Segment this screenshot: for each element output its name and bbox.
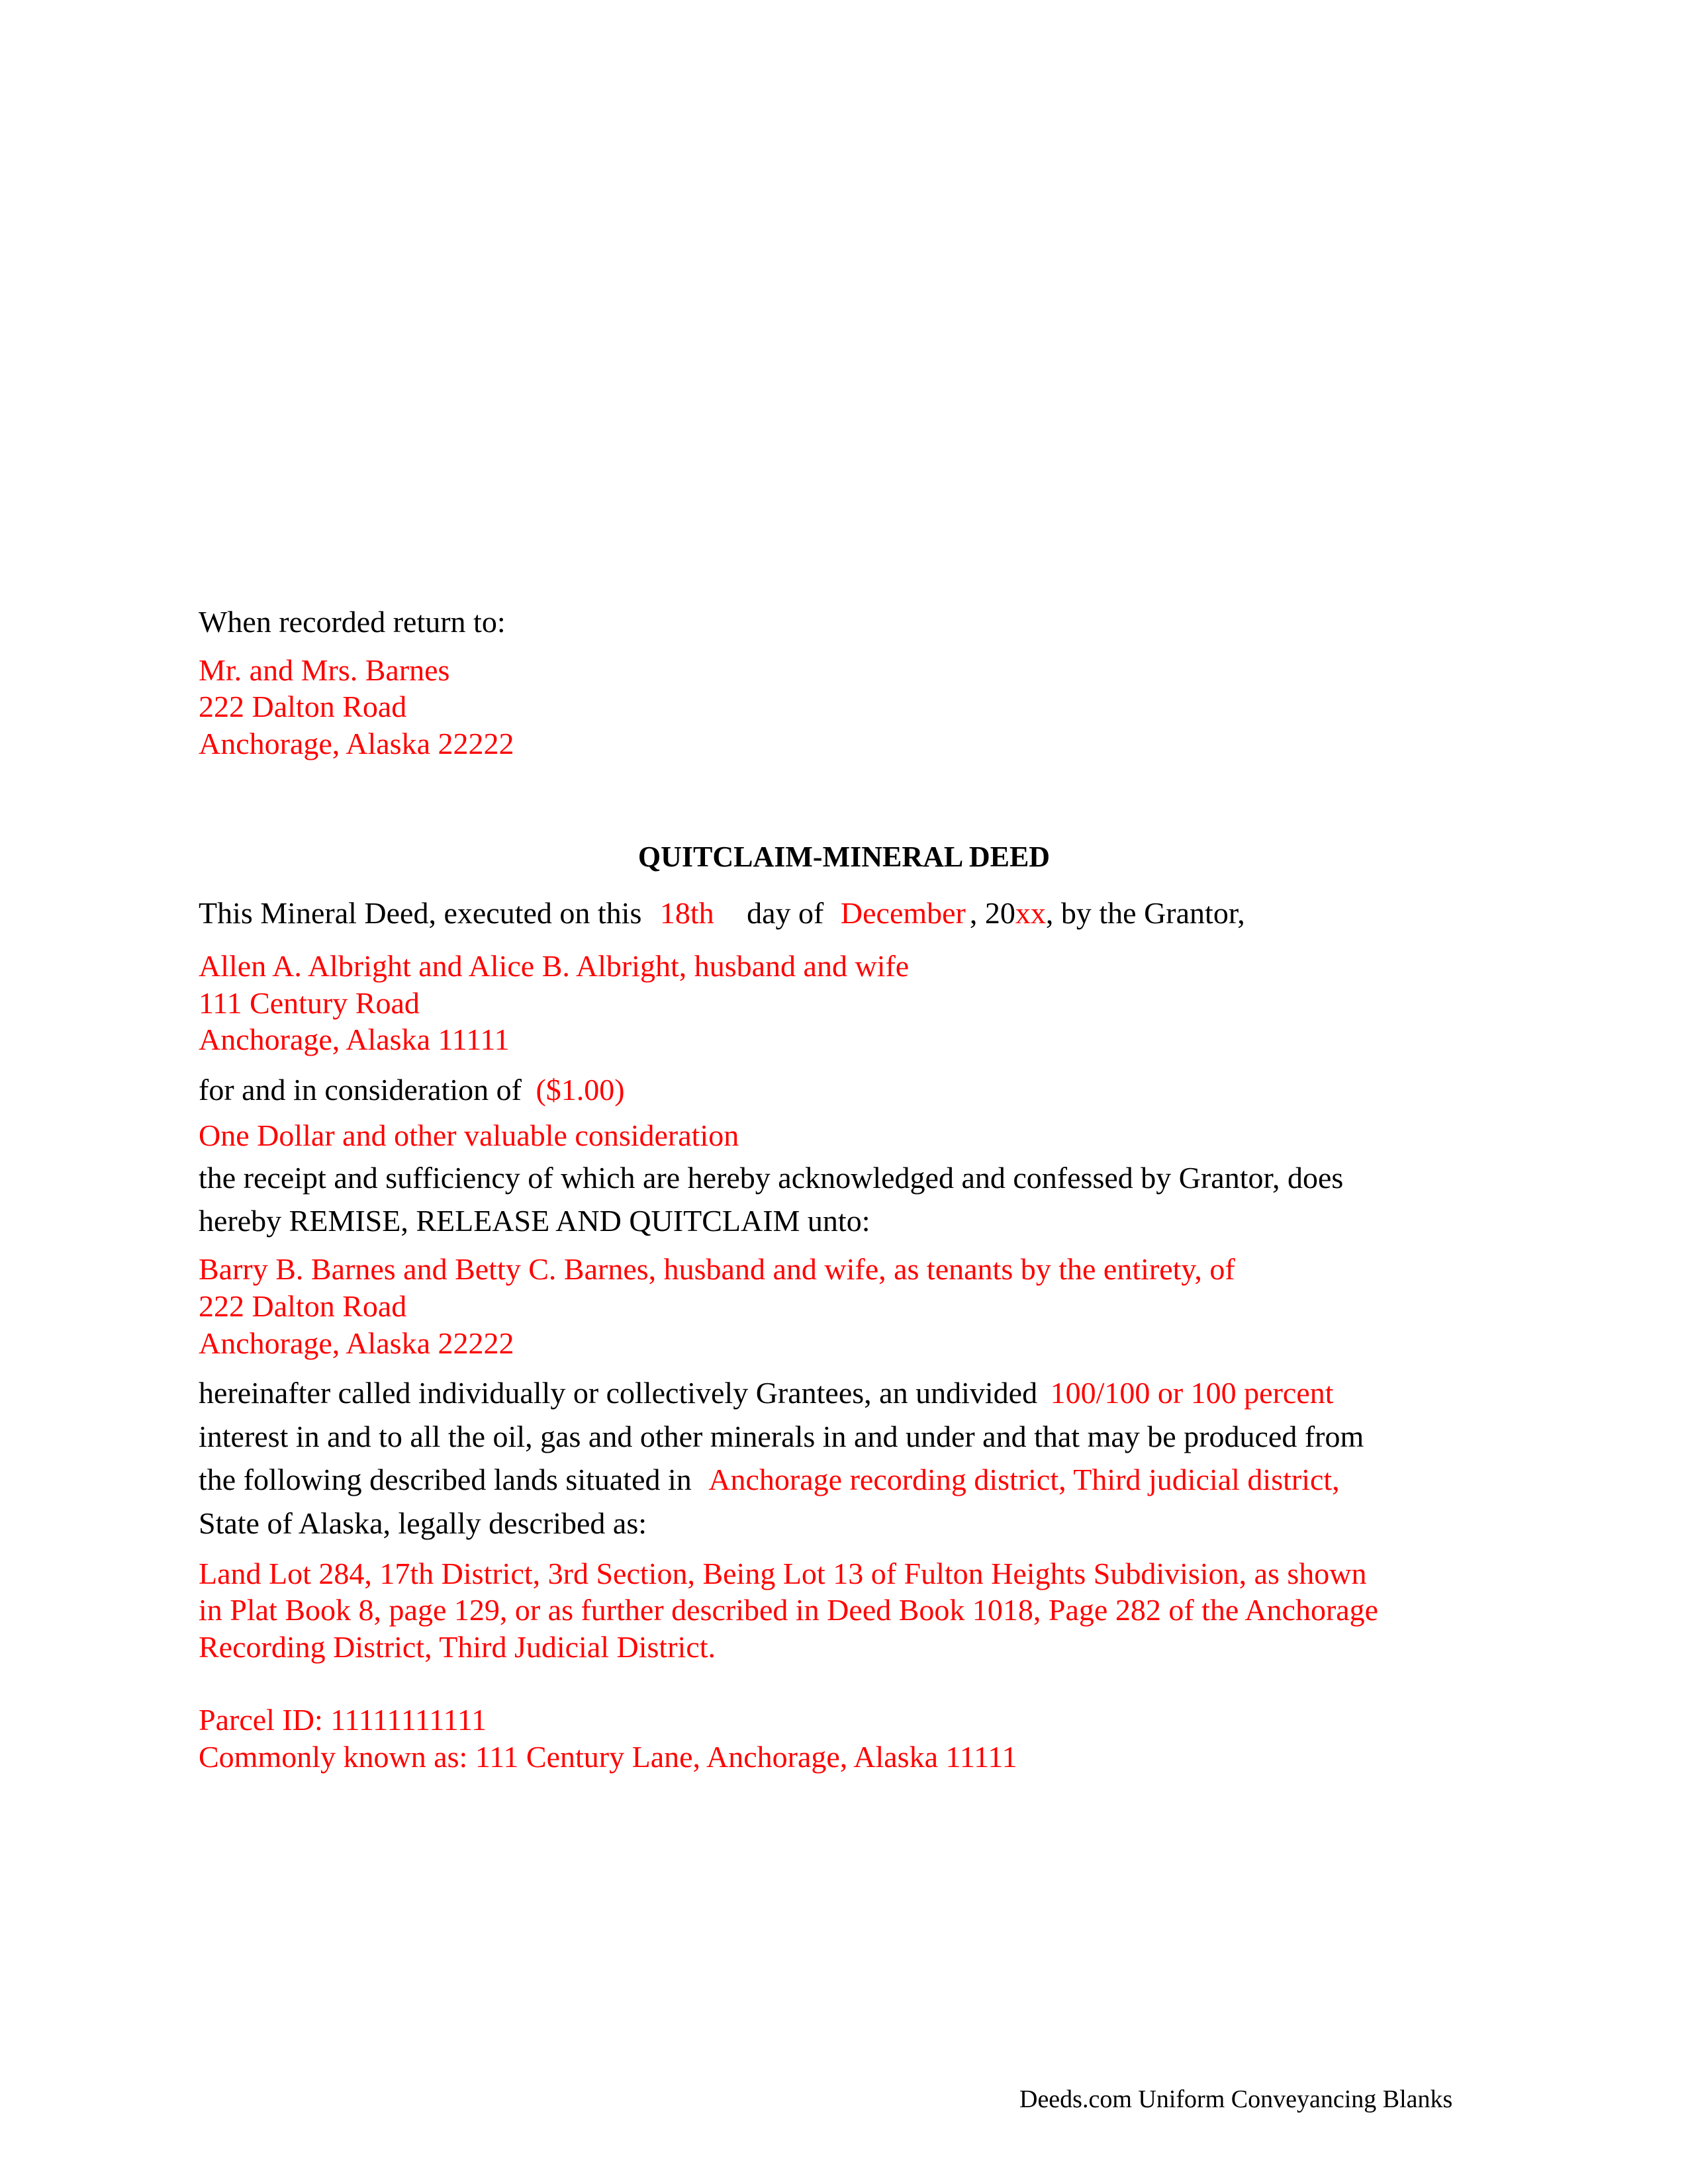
grantor-city: Anchorage, Alaska 11111 xyxy=(199,1023,510,1056)
interest-line-3-prefix: the following described lands situated in xyxy=(199,1463,692,1496)
grantee-street: 222 Dalton Road xyxy=(199,1289,407,1323)
execution-suffix: , by the Grantor, xyxy=(1045,896,1245,930)
interest-share: 100/100 or 100 percent xyxy=(1050,1376,1334,1410)
execution-year-prefix: , 20 xyxy=(969,896,1015,930)
interest-line-2: interest in and to all the oil, gas and other minerals in and under and that may be produced from xyxy=(199,1420,1364,1453)
receipt-line-2: hereby REMISE, RELEASE AND QUITCLAIM unto: xyxy=(199,1204,870,1238)
execution-prefix: This Mineral Deed, executed on this xyxy=(199,896,642,930)
interest-line-1 xyxy=(199,1375,1334,1412)
execution-line xyxy=(199,895,1245,932)
execution-month: December xyxy=(840,896,966,930)
execution-day: 18th xyxy=(659,896,714,930)
consideration-words: One Dollar and other valuable consideration xyxy=(199,1118,739,1152)
interest-prefix: hereinafter called individually or collectively Grantees, an undivided xyxy=(199,1376,1038,1410)
return-to-street: 222 Dalton Road xyxy=(199,690,407,723)
parcel-address: Commonly known as: 111 Century Lane, Anchorage, Alaska 11111 xyxy=(199,1740,1017,1774)
execution-year-suffix: xx xyxy=(1015,896,1046,930)
return-to-city: Anchorage, Alaska 22222 xyxy=(199,727,514,760)
return-to-label: When recorded return to: xyxy=(199,605,506,639)
parcel-id: Parcel ID: 11111111111 xyxy=(199,1703,487,1737)
grantor-street: 111 Century Road xyxy=(199,986,420,1020)
legal-description-line-2: in Plat Book 8, page 129, or as further described in Deed Book 1018, Page 282 of the Anchorage xyxy=(199,1593,1379,1627)
return-to-name: Mr. and Mrs. Barnes xyxy=(199,653,450,687)
interest-line-3 xyxy=(199,1461,1340,1498)
legal-description-line-3: Recording District, Third Judicial District. xyxy=(199,1630,716,1664)
consideration-prefix: for and in consideration of xyxy=(199,1073,522,1107)
execution-day-of: day of xyxy=(747,896,824,930)
receipt-line-1: the receipt and sufficiency of which are hereby acknowledged and confessed by Grantor, does xyxy=(199,1161,1344,1195)
consideration-line xyxy=(199,1071,625,1109)
consideration-amount: ($1.00) xyxy=(536,1073,625,1107)
document-title: QUITCLAIM-MINERAL DEED xyxy=(637,841,1051,873)
grantee-name: Barry B. Barnes and Betty C. Barnes, husband and wife, as tenants by the entirety, of xyxy=(199,1252,1235,1286)
interest-district: Anchorage recording district, Third judicial district, xyxy=(708,1463,1340,1496)
footer-brand: Deeds.com Uniform Conveyancing Blanks xyxy=(1019,2085,1453,2113)
legal-description-line-1: Land Lot 284, 17th District, 3rd Section, Being Lot 13 of Fulton Heights Subdivision, as shown xyxy=(199,1557,1367,1590)
grantee-city: Anchorage, Alaska 22222 xyxy=(199,1326,514,1360)
grantor-name: Allen A. Albright and Alice B. Albright, husband and wife xyxy=(199,949,910,983)
interest-line-4: State of Alaska, legally described as: xyxy=(199,1506,647,1540)
